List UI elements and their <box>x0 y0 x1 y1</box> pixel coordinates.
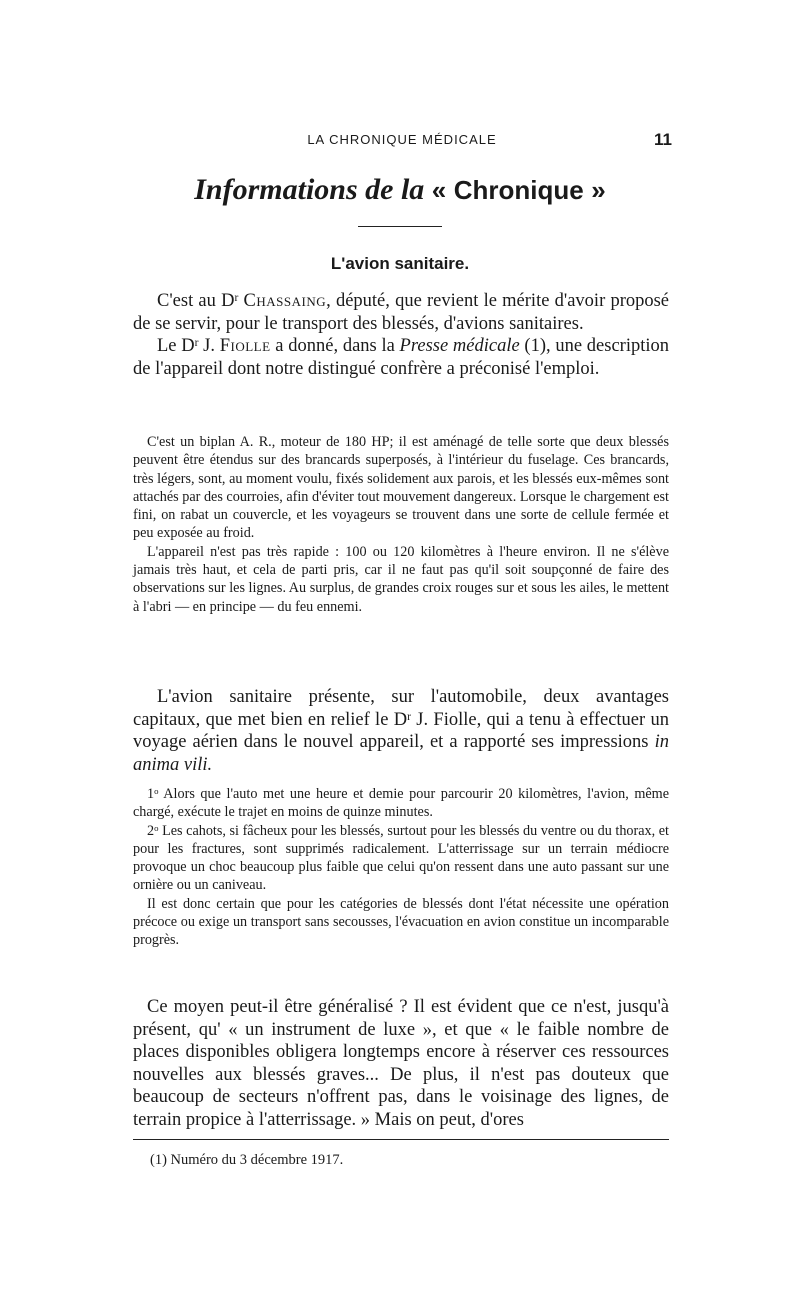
quote-paragraph-3-superscript: o <box>154 786 159 797</box>
paragraph-2-middle: a donné, dans la <box>270 336 400 356</box>
running-head <box>132 130 672 150</box>
paragraph-4: Ce moyen peut-il être généralisé ? Il est évident que ce n'est, jusqu'à présent, qu' « un instrument de luxe », et que « le faible nombre de places disponibles obligera longtemps encore à réserver ces ressources nouvelles aux blessés graves... De plus, il n'est pas douteux que beaucoup de secteurs n'offrent pas, dans le voisinage des lignes, de terrain propice à l'atterrissage. » Mais on peut, d'ores <box>133 997 669 1130</box>
intro-paragraphs <box>133 290 669 380</box>
article-title: L'avion sanitaire. <box>330 254 470 273</box>
paragraph-2 <box>133 335 669 380</box>
quote-paragraph-5: Il est donc certain que pour les catégories de blessés dont l'état nécessite une opération précoce ou exige un transport sans secousses, l'évacuation en avion constitue un incomparable progrès. <box>133 895 669 949</box>
paragraph-2-superscript: r <box>194 336 199 349</box>
paragraph-2-end: (1), une description de l'appareil dont notre distingué confrère a préconisé l'emploi. <box>133 336 669 379</box>
paragraph-3-superscript: r <box>407 710 411 723</box>
section-heading <box>130 172 670 208</box>
paragraph-1-start: C'est au D <box>157 291 235 311</box>
heading-divider <box>358 226 442 227</box>
quotation-block-2 <box>133 785 669 950</box>
quote-paragraph-3 <box>133 785 669 822</box>
footnote: (1) Numéro du 3 décembre 1917. <box>150 1152 344 1168</box>
paragraph-3-middle: J. Fiolle, qui a tenu à effectuer un voyage aérien dans le nouvel appareil, et a rapporté ses impressions <box>133 709 669 752</box>
paragraph-2-initial: J. <box>198 336 220 356</box>
quote-paragraph-4 <box>133 822 669 895</box>
paragraph-2-name: Fiolle <box>219 336 271 356</box>
paragraph-1-superscript: r <box>234 291 239 304</box>
footnote-divider <box>133 1139 669 1140</box>
paragraph-1-end: , député, que revient le mérite d'avoir proposé de se servir, pour le transport des blessés, d'avions sanitaires. <box>133 291 670 334</box>
paragraph-3 <box>133 686 669 776</box>
paragraph-1 <box>133 290 669 335</box>
paragraph-3-italic: in anima vili. <box>133 732 669 775</box>
quotation-block-1 <box>133 433 669 616</box>
paragraph-2-italic: Presse médicale <box>399 336 520 356</box>
quote-paragraph-4-text: Les cahots, si fâcheux pour les blessés, surtout pour les blessés du ventre ou du thorax, et pour les fractures, sont supprimés radicalement. L'atterrissage sur un terrain médiocre provoque un choc beaucoup plus faible que celui qu'on ressent dans une auto passant sur une ornière ou un caniveau. <box>133 822 669 894</box>
quote-paragraph-2: L'appareil n'est pas très rapide : 100 ou 120 kilomètres à l'heure environ. Il ne s'élève jamais très haut, et cela de parti pris, car il ne faut pas qu'il soit soupçonné de faire des observations sur les lignes. Au surplus, de grandes croix rouges sur et sous les ailes, le mettent à l'abri — en principe — du feu ennemi. <box>133 543 669 615</box>
quote-paragraph-4-superscript: o <box>154 822 159 833</box>
section-heading-open-quote: « <box>431 175 447 205</box>
page-number: 11 <box>654 130 672 149</box>
section-heading-bold: Chronique <box>453 175 584 205</box>
paragraph-2-start: Le D <box>157 336 195 356</box>
quote-paragraph-3-text: Alors que l'auto met une heure et demie pour parcourir 20 kilomètres, l'avion, même chargé, exécute le trajet en moins de quinze minutes. <box>133 786 669 821</box>
section-heading-close-quote: » <box>591 175 606 205</box>
section-heading-script: Informations de la <box>194 173 425 206</box>
paragraph-3-start: L'avion sanitaire présente, sur l'automobile, deux avantages capitaux, que met bien en relief le D <box>133 687 669 730</box>
running-title: LA CHRONIQUE MÉDICALE <box>307 132 497 147</box>
quote-paragraph-4-number: 2 <box>147 822 155 839</box>
paragraph-1-name: Chassaing <box>243 291 327 311</box>
paragraph-3-block <box>133 686 669 776</box>
quote-paragraph-3-number: 1 <box>147 786 155 802</box>
paragraph-4-block <box>133 996 669 1131</box>
quote-paragraph-1: C'est un biplan A. R., moteur de 180 HP; il est aménagé de telle sorte que deux blessés peuvent être étendus sur des brancards superposés, à l'intérieur du fuselage. Ces brancards, très légers, sont, au moment voulu, fixés solidement aux parois, et les blessés eux-mêmes sont attachés par des courroies, afin d'éviter tout mouvement dangereux. Lorsque le chargement est fini, on rabat un couvercle, et les voyageurs se trouvent dans une sorte de cellule fermée et peu exposée au froid. <box>133 434 669 542</box>
